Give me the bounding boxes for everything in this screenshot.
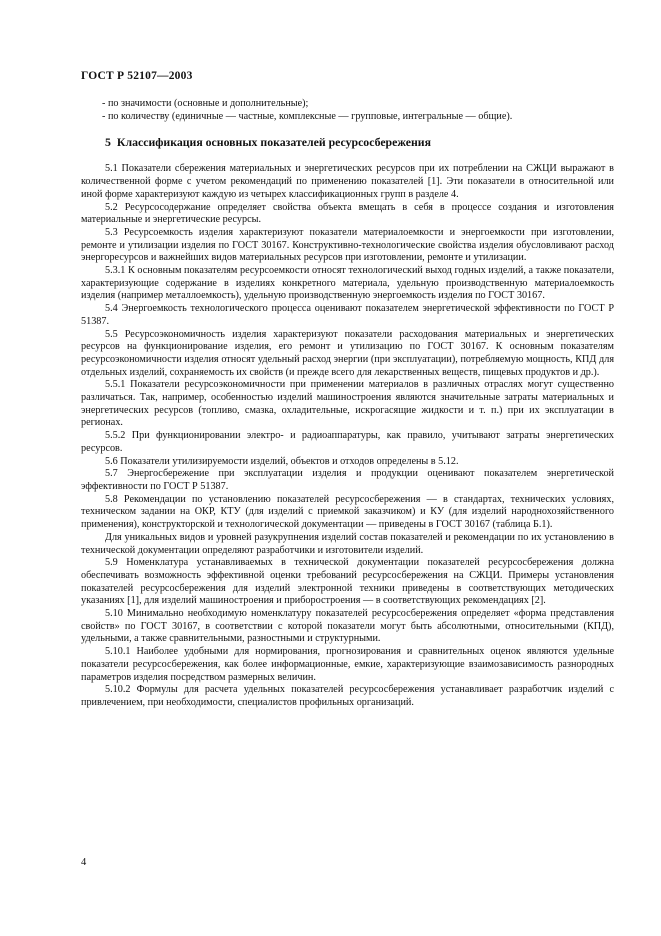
paragraph-5-3-1: 5.3.1 К основным показателям ресурсоемкости относят технологический выход годных изделий, а также показатели, характеризующие содержание в изделиях конкретного материала, удельную производственную материалоемкость изделия (например металлоемкость), удельную производственную энергоемкость изделия по ГОСТ 30167.: [81, 265, 614, 302]
paragraph-5-1: 5.1 Показатели сбережения материальных и энергетических ресурсов при их потреблении на СЖЦИ выражают в количественной форме с учетом рекомендаций по применению показателей [1]. Эти показатели в относительной или иной форме характеризуют каждую из четырех классификационных групп в разделе 4.: [81, 163, 614, 200]
document-body: [81, 98, 614, 710]
paragraph-5-10-2: 5.10.2 Формулы для расчета удельных показателей ресурсосбережения устанавливает разработчик изделий с привлечением, при необходимости, специалистов профильных организаций.: [81, 684, 614, 708]
paragraph-5-6: 5.6 Показатели утилизируемости изделий, объектов и отходов определены в 5.12.: [105, 455, 459, 467]
list-item: - по значимости (основные и дополнительные);: [102, 98, 309, 109]
paragraph-5-8-note: Для уникальных видов и уровней разукрупнения изделий состав показателей и рекомендации по их установлению в технической документации определяют разработчики и изготовители изделий.: [81, 531, 614, 556]
paragraph-5-5-2: 5.5.2 При функционировании электро- и радиоаппаратуры, как правило, учитывают затраты энергетических ресурсов.: [81, 430, 614, 454]
paragraph-5-3: 5.3 Ресурсоемкость изделия характеризуют показатели материалоемкости и энергоемкости при изготовлении, ремонте и утилизации изделия по ГОСТ 30167. Конструктивно-технологические свойства изделия обусловливают расход энергоресурсов и важнейших видов материальных ресурсов при изготовлении, ремонте и утилизации.: [81, 226, 614, 264]
paragraph-5-9: 5.9 Номенклатура устанавливаемых в технической документации показателей ресурсосбережения должна обеспечивать возможность эффективной оценки требований ресурсосбережения на СЖЦИ. Примеры установления показателей ресурсосбережения для изделий электронной техники приведены в соответствующих методических указаниях [1], для изделий машиностроения и приборостроения — в соответствующих рекомендациях [2].: [81, 557, 614, 607]
paragraph-5-2: 5.2 Ресурсосодержание определяет свойства объекта вмещать в себя в процессе создания и изготовления материальные и энергетические ресурсы.: [81, 201, 614, 226]
paragraph-5-5-1: 5.5.1 Показатели ресурсоэкономичности при применении материалов в различных отраслях могут существенно различаться. Так, например, особенностью изделий машиностроения являются значительные затраты материальных и энергетических ресурсов (топливо, смазка, охладительные, искрогасящие жидкости и т. п.) при их эксплуатации в регионах.: [81, 379, 614, 429]
paragraph-5-5: 5.5 Ресурсоэкономичность изделия характеризуют показатели расходования материальных и энергетических ресурсов на функционирование изделия, его ремонт и утилизацию по ГОСТ 30167. К основным показателям ресурсоэкономичности изделия относят удельный расход энергии (при эксплуатации), потребляемую мощность, КПД для отдельных изделий, сохраняемость их свойств (и прежде всего для лекарственных веществ, пищевых продуктов и др.).: [81, 328, 614, 378]
paragraph-5-10: 5.10 Минимально необходимую номенклатуру показателей ресурсосбережения определяет «форма представления свойств» по ГОСТ 30167, в соответствии с которой показатели могут быть абсолютными, относительными (КПД), удельными, а также сравнительными, разностными и структурными.: [81, 608, 614, 645]
list-item: - по количеству (единичные — частные, комплексные — групповые, интегральные — общие).: [102, 110, 513, 122]
paragraph-5-8: 5.8 Рекомендации по установлению показателей ресурсосбережения — в стандартах, технических условиях, техническом задании на ОКР, КТУ (для изделий с приемкой заказчиком) и КУ (для изделий народнохозяйственного применения), конструкторской и технологической документации — приведены в ГОСТ 30167 (таблица Б.1).: [81, 493, 614, 531]
paragraph-5-7: 5.7 Энергосбережение при эксплуатации изделия и продукции оценивают показателем энергетической эффективности по ГОСТ Р 51387.: [81, 468, 614, 492]
page-number: 4: [81, 857, 87, 868]
section-title: Классификация основных показателей ресурсосбережения: [116, 135, 431, 150]
section-heading: [81, 135, 614, 149]
document-header: ГОСТ Р 52107—2003: [81, 70, 193, 82]
section-number: 5: [105, 135, 111, 150]
paragraph-5-4: 5.4 Энергоемкость технологического процесса оценивают показателем энергетической эффективности по ГОСТ Р 51387.: [81, 303, 614, 327]
paragraph-5-10-1: 5.10.1 Наиболее удобными для нормирования, прогнозирования и сравнительных оценок являются удельные показатели ресурсосбережения, как более информационные, емкие, характеризующие взаимозависимость разнородных параметров изделия посредством размерных величин.: [81, 646, 614, 683]
